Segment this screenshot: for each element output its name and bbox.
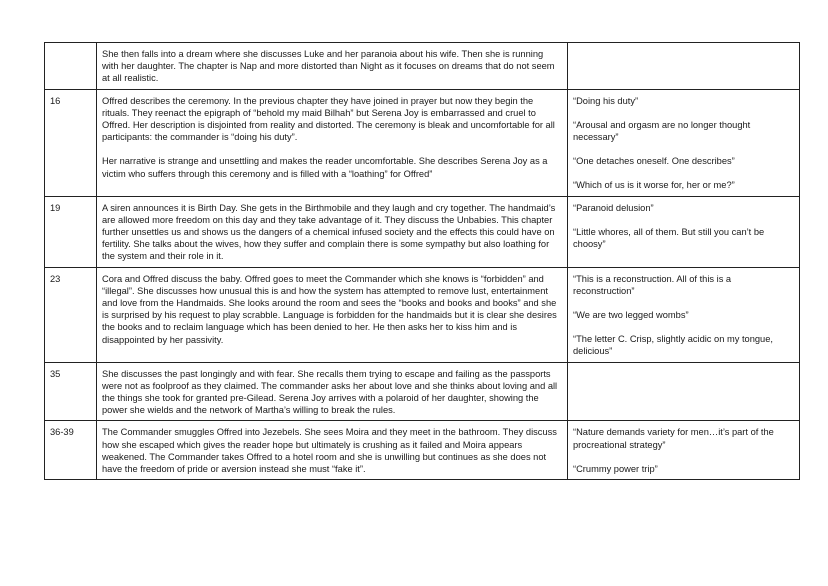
quote: “Nature demands variety for men…it’s part of the procreational strategy” bbox=[573, 427, 774, 450]
table-row bbox=[45, 362, 800, 421]
chapter-cell: 16 bbox=[45, 89, 97, 196]
summary-paragraph: She then falls into a dream where she discusses Luke and her paranoia about his wife. Then she is running with her daughter. The chapter is Nap and more distorted than Night as it focuses on dreams that do not seem at all realistic. bbox=[102, 49, 555, 84]
quotes-cell bbox=[568, 43, 800, 90]
chapter-notes-table bbox=[44, 42, 800, 480]
summary-cell bbox=[97, 421, 568, 480]
quotes-cell bbox=[568, 196, 800, 267]
table-row bbox=[45, 43, 800, 90]
chapter-cell: 35 bbox=[45, 362, 97, 421]
quote: “Little whores, all of them. But still you can’t be choosy” bbox=[573, 226, 765, 250]
chapter-cell: 19 bbox=[45, 196, 97, 267]
quote: “One detaches oneself. One describes” bbox=[573, 156, 735, 167]
summary-paragraph: A siren announces it is Birth Day. She gets in the Birthmobile and they laugh and cry together. The handmaid’s are allowed more freedom on this day and they take advantage of it. They discuss the Unbabies. This chapter further unsettles us and shows us the dangers of a chemical infused society and the effects this could have on fertility. She talks about the wives, how they suffer and complain there is some sympathy but also loathing for the system and their role in it. bbox=[102, 202, 556, 262]
summary-cell bbox=[97, 89, 568, 196]
quote: “Crummy power trip” bbox=[573, 463, 658, 474]
summary-paragraph: She discusses the past longingly and with fear. She recalls them trying to escape and failing as the passports were not as foolproof as they claimed. The commander asks her about love and she thinks about loving and all the things she took for granted pre-Gilead. Serena Joy arrives with a polaroid of her daughter, showing the power she wields and the network of Martha’s willing to break the rules. bbox=[102, 368, 558, 416]
quote: “This is a reconstruction. All of this is a reconstruction” bbox=[573, 273, 732, 296]
table-row bbox=[45, 267, 800, 362]
summary-paragraph: Cora and Offred discuss the baby. Offred goes to meet the Commander which she knows is “forbidden” and “illegal”. She discusses how unusual this is and how the system has attempted to remove lust, entertainment and love from the Handmaids. She looks around the room and sees the “books and books and books” and she is surprised by his request to play scrabble. Language is forbidden for the handmaids but it is clear she desires the books and to reclaim language which has been denied to her. He then asks her to kiss him and is disappointed by her passivity. bbox=[102, 273, 557, 345]
quote: “We are two legged wombs” bbox=[573, 310, 689, 321]
summary-cell bbox=[97, 43, 568, 90]
quote: “The letter C. Crisp, slightly acidic on my tongue, delicious” bbox=[573, 334, 773, 357]
quotes-cell bbox=[568, 421, 800, 480]
quote: “Arousal and orgasm are no longer thought necessary” bbox=[573, 119, 751, 143]
chapter-cell: 23 bbox=[45, 267, 97, 362]
summary-paragraph: Offred describes the ceremony. In the previous chapter they have joined in prayer but now they begin the rituals. They reenact the epigraph of “behold my maid Bilhah” but Serena Joy is embarrassed and cruel to Offred. Her description is disjointed from reality and distorted. The ceremony is bleak and uncomfortable for all participants: the commander is “doing his duty”. bbox=[102, 95, 555, 143]
quotes-cell bbox=[568, 89, 800, 196]
quote: “Which of us is it worse for, her or me?” bbox=[573, 180, 735, 191]
summary-cell bbox=[97, 196, 568, 267]
chapter-cell: 36-39 bbox=[45, 421, 97, 480]
chapter-cell bbox=[45, 43, 97, 90]
table-row bbox=[45, 89, 800, 196]
table-row bbox=[45, 421, 800, 480]
summary-paragraph: Her narrative is strange and unsettling and makes the reader uncomfortable. She describes Serena Joy as a victim who suffers through this ceremony and is filled with a “loathing” for Offred” bbox=[102, 156, 548, 179]
quotes-cell bbox=[568, 362, 800, 421]
quote: “Doing his duty” bbox=[573, 95, 639, 106]
summary-cell bbox=[97, 267, 568, 362]
quote: “Paranoid delusion” bbox=[573, 202, 654, 213]
table-body bbox=[45, 43, 800, 480]
table-row bbox=[45, 196, 800, 267]
quotes-cell bbox=[568, 267, 800, 362]
summary-paragraph: The Commander smuggles Offred into Jezebels. She sees Moira and they meet in the bathroom. They discuss how she escaped which gives the reader hope but ultimately is crushing as it failed and Moira appears weakened. The Commander takes Offred to a hotel room and she is unwilling but continues as she does not have the freedom of pride or aversion instead she must “fake it”. bbox=[102, 427, 557, 475]
summary-cell bbox=[97, 362, 568, 421]
